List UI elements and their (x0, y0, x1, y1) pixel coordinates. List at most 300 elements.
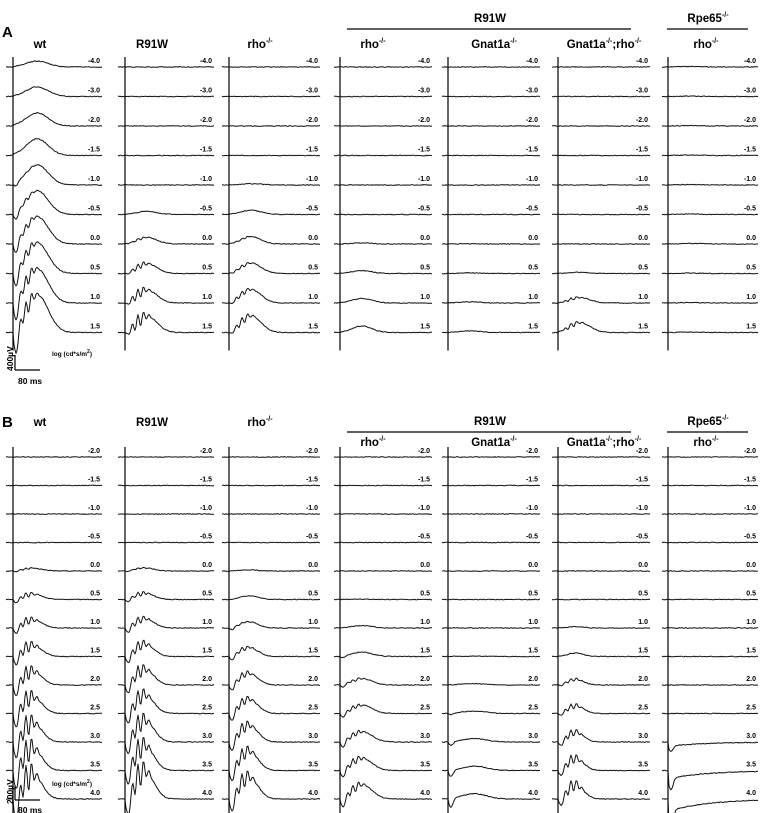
panel-b-trace-gnat1a (442, 683, 540, 685)
panel-b-group-r91w-label: R91W (474, 416, 506, 428)
panel-b-trace-r91w-rho (334, 782, 432, 807)
panel-b-level-label: -1.0 (525, 505, 538, 512)
panel-a-trace-rho (222, 314, 320, 333)
panel-a-level-label: -3.0 (635, 87, 648, 95)
panel-b-col-title-r91w-rho: rho-/- (360, 436, 386, 449)
panel-b-level-label: -2.0 (87, 448, 100, 455)
panel-a-level-label: -0.5 (635, 205, 648, 213)
panel-a-trace-r91w-rho (334, 270, 432, 274)
panel-b-scale-x-label: 80 ms (18, 805, 43, 813)
panel-a-col-title-rho: rho-/- (247, 38, 273, 51)
panel-a-trace-rpe65-rho (662, 96, 758, 97)
panel-a-level-label: -1.5 (87, 146, 100, 154)
panel-b-trace-r91w (118, 616, 214, 632)
panel-b-level-label: -0.5 (743, 533, 756, 541)
panel-a-level-label: -0.5 (199, 205, 212, 213)
panel-b-level-label: 3.5 (308, 761, 318, 769)
panel-b-level-label: 0.0 (528, 562, 538, 569)
panel-b-trace-gnat1a (442, 485, 540, 486)
panel-b-level-label: 1.5 (746, 647, 756, 655)
panel-b-trace-gnat1a (442, 628, 540, 629)
panel-b-trace-r91w-rho (334, 542, 432, 543)
panel-b-trace-r91w-rho (334, 704, 432, 717)
panel-b-level-label: 3.5 (90, 761, 100, 769)
panel-b-level-label: 1.0 (746, 619, 756, 626)
panel-a-level-label: -4.0 (199, 58, 212, 65)
panel-a-level-label: -3.0 (199, 87, 212, 95)
panel-a-trace-r91w (118, 237, 214, 244)
panel-a-trace-gnat1a-rho (552, 322, 650, 333)
panel-a-level-label: -2.0 (417, 117, 430, 124)
panel-a-level-label: -2.0 (87, 117, 100, 124)
panel-b-trace-gnat1a (442, 542, 540, 543)
panel-a-col-title-rpe65-rho: rho-/- (693, 38, 719, 51)
panel-a-trace-r91w-rho (334, 67, 432, 68)
panel-b-trace-r91w-rho (334, 730, 432, 747)
panel-a-trace-r91w-rho (334, 185, 432, 186)
panel-b-trace-gnat1a (442, 599, 540, 600)
panel-a-group-r91w-label: R91W (474, 13, 506, 25)
panel-b-level-label: 4.0 (308, 790, 318, 797)
panel-b-trace-rpe65-rho (662, 514, 758, 515)
panel-b-trace-gnat1a-rho (552, 514, 650, 515)
panel-b-trace-gnat1a (442, 793, 540, 807)
panel-b (2, 414, 758, 813)
panel-b-level-label: -1.0 (199, 505, 212, 512)
panel-b-trace-r91w-rho (334, 652, 432, 658)
panel-b-level-label: -2.0 (525, 448, 538, 455)
panel-b-trace-rho (222, 671, 320, 690)
panel-b-trace-rho (222, 542, 320, 543)
panel-a-trace-rho (222, 262, 320, 274)
panel-b-trace-wt (6, 567, 102, 572)
panel-a-level-label: -4.0 (417, 58, 430, 65)
panel-b-trace-r91w (118, 457, 214, 458)
panel-b-trace-r91w (118, 738, 214, 784)
panel-b-level-label: 0.0 (308, 562, 318, 569)
panel-b-trace-wt (6, 666, 102, 696)
panel-b-level-label: 2.0 (202, 676, 212, 683)
panel-b-trace-wt (6, 485, 102, 486)
panel-b-level-label: 0.0 (202, 562, 212, 569)
panel-a-letter: A (2, 24, 13, 41)
panel-a-level-label: -3.0 (743, 87, 756, 95)
panel-a-level-label: -1.5 (743, 146, 756, 154)
panel-b-trace-rho (222, 514, 320, 515)
panel-a-trace-gnat1a (442, 302, 540, 304)
panel-a-scale-x-label: 80 ms (18, 376, 43, 386)
panel-b-level-label: -1.5 (87, 476, 100, 484)
panel-b-trace-gnat1a-rho (552, 571, 650, 572)
panel-b-trace-gnat1a-rho (552, 626, 650, 628)
panel-a-trace-rpe65-rho (662, 214, 758, 215)
panel-b-trace-rpe65-rho (662, 485, 758, 486)
panel-b-level-label: -2.0 (199, 448, 212, 455)
panel-a-trace-rho (222, 183, 320, 185)
panel-a-level-label: -1.5 (305, 146, 318, 154)
panel-b-col-title-gnat1a: Gnat1a-/- (471, 436, 517, 449)
panel-a-trace-r91w-rho (334, 155, 432, 156)
panel-b-level-label: 1.0 (638, 619, 648, 626)
panel-a-trace-gnat1a-rho (552, 297, 650, 304)
panel-a-trace-gnat1a (442, 67, 540, 68)
panel-a-level-label: 1.0 (638, 294, 648, 301)
panel-a-level-label: 0.0 (202, 235, 212, 242)
panel-b-level-label: 1.5 (308, 647, 318, 655)
panel-a-trace-r91w (118, 155, 214, 156)
panel-b-trace-rho (222, 621, 320, 630)
panel-a-level-label: 1.0 (308, 294, 318, 301)
panel-a-level-label: -3.0 (87, 87, 100, 95)
panel-b-trace-gnat1a-rho (552, 781, 650, 806)
panel-b-level-label: -1.0 (417, 505, 430, 512)
panel-b-level-label: -0.5 (199, 533, 212, 541)
panel-a-trace-r91w (118, 96, 214, 97)
panel-b-level-label: 1.0 (420, 619, 430, 626)
panel-a-trace-rpe65-rho (662, 155, 758, 156)
panel-a-unit-label: $\log (cd*s/m^2)$ (52, 349, 92, 358)
panel-b-level-label: 3.0 (202, 733, 212, 740)
panel-a-trace-gnat1a (442, 214, 540, 215)
panel-a-trace-rho (222, 288, 320, 303)
panel-a-level-label: -1.0 (305, 176, 318, 183)
panel-a-trace-rho (222, 236, 320, 244)
panel-a-level-label: -1.0 (87, 176, 100, 183)
panel-a-level-label: 1.5 (202, 323, 212, 331)
panel-a-trace-rho (222, 67, 320, 68)
panel-a-col-title-r91w: R91W (136, 39, 168, 51)
panel-a-level-label: -4.0 (635, 58, 648, 65)
panel-a-trace-rpe65-rho (662, 125, 758, 126)
panel-b-level-label: 3.5 (638, 761, 648, 769)
panel-b-trace-r91w (118, 762, 214, 813)
panel-b-level-label: 1.0 (308, 619, 318, 626)
panel-b-level-label: -1.5 (743, 476, 756, 484)
panel-b-trace-gnat1a-rho (552, 678, 650, 686)
panel-b-level-label: 2.5 (746, 704, 756, 712)
panel-b-level-label: 3.0 (528, 733, 538, 740)
panel-b-trace-r91w (118, 713, 214, 753)
panel-b-trace-gnat1a (442, 766, 540, 777)
panel-b-trace-rho (222, 746, 320, 781)
panel-b-level-label: 3.5 (746, 761, 756, 769)
panel-b-level-label: -0.5 (87, 533, 100, 541)
panel-b-unit-label: $\log (cd*s/m^2)$ (52, 779, 92, 788)
panel-a-level-label: 0.5 (90, 264, 100, 272)
panel-b-level-label: -1.0 (305, 505, 318, 512)
panel-b-level-label: 4.0 (638, 790, 648, 797)
panel-b-trace-r91w (118, 542, 214, 543)
panel-b-level-label: -0.5 (635, 533, 648, 541)
panel-b-level-label: -1.5 (525, 476, 538, 484)
panel-b-level-label: 1.5 (420, 647, 430, 655)
panel-a-level-label: 0.5 (746, 264, 756, 272)
panel-b-trace-r91w-rho (334, 571, 432, 572)
panel-b-trace-gnat1a-rho (552, 485, 650, 486)
panel-a-trace-wt (6, 264, 102, 320)
panel-b-level-label: 2.5 (638, 704, 648, 712)
panel-b-level-label: -1.0 (743, 505, 756, 512)
panel-b-col-title-gnat1a-rho: Gnat1a-/-;rho-/- (566, 436, 642, 449)
panel-a-col-title-wt: wt (33, 39, 47, 51)
panel-b-trace-rpe65-rho (662, 599, 758, 600)
panel-a-col-title-r91w-rho: rho-/- (360, 38, 386, 51)
panel-a-trace-r91w (118, 313, 214, 335)
panel-b-level-label: 1.0 (528, 619, 538, 626)
panel-a-level-label: 1.0 (90, 294, 100, 301)
panel-b-trace-r91w (118, 665, 214, 693)
panel-b-trace-rho (222, 485, 320, 486)
panel-a (2, 12, 758, 386)
panel-a-level-label: 0.5 (202, 264, 212, 272)
panel-b-trace-gnat1a (442, 656, 540, 657)
panel-b-level-label: 2.5 (528, 704, 538, 712)
panel-a-level-label: 0.0 (638, 235, 648, 242)
panel-b-trace-wt (6, 592, 102, 602)
panel-b-trace-r91w (118, 640, 214, 662)
panel-a-level-label: -2.0 (635, 117, 648, 124)
panel-b-trace-gnat1a-rho (552, 730, 650, 746)
panel-a-level-label: 0.5 (308, 264, 318, 272)
panel-b-level-label: 1.0 (202, 619, 212, 626)
panel-b-trace-wt (6, 617, 102, 633)
panel-a-trace-r91w (118, 126, 214, 127)
panel-a-level-label: -4.0 (743, 58, 756, 65)
panel-a-col-title-gnat1a: Gnat1a-/- (471, 38, 517, 51)
panel-a-trace-rpe65-rho (662, 302, 758, 303)
panel-a-trace-rpe65-rho (662, 273, 758, 274)
panel-b-level-label: 4.0 (420, 790, 430, 797)
panel-b-level-label: 1.5 (202, 647, 212, 655)
panel-b-level-label: 2.5 (420, 704, 430, 712)
panel-a-level-label: 1.5 (308, 323, 318, 331)
panel-b-trace-gnat1a-rho (552, 653, 650, 657)
panel-b-level-label: -2.0 (305, 448, 318, 455)
panel-b-trace-rho (222, 721, 320, 751)
panel-a-level-label: -1.5 (199, 146, 212, 154)
panel-a-trace-wt (6, 216, 102, 253)
panel-b-trace-rho (222, 646, 320, 660)
panel-b-trace-rpe65-rho (662, 799, 758, 813)
panel-a-level-label: -3.0 (305, 87, 318, 95)
panel-b-level-label: 0.5 (90, 590, 100, 598)
panel-b-trace-r91w (118, 592, 214, 602)
panel-a-level-label: 1.5 (90, 323, 100, 331)
panel-a-level-label: -1.0 (525, 176, 538, 183)
panel-a-trace-r91w-rho (334, 243, 432, 245)
panel-b-level-label: 0.0 (420, 562, 430, 569)
panel-a-level-label: -2.0 (743, 117, 756, 124)
panel-a-level-label: -4.0 (87, 58, 100, 65)
panel-a-level-label: 1.5 (746, 323, 756, 331)
panel-a-level-label: -2.0 (525, 117, 538, 124)
panel-b-level-label: -1.0 (87, 505, 100, 512)
panel-b-level-label: 0.0 (638, 562, 648, 569)
panel-a-level-label: -1.0 (743, 176, 756, 183)
panel-a-trace-r91w (118, 185, 214, 186)
panel-a-trace-r91w-rho (334, 126, 432, 127)
panel-b-level-label: -0.5 (417, 533, 430, 541)
panel-a-trace-rpe65-rho (662, 184, 758, 185)
panel-a-trace-rho (222, 155, 320, 156)
panel-b-trace-rpe65-rho (662, 685, 758, 686)
panel-a-level-label: 0.5 (638, 264, 648, 272)
panel-b-trace-wt (6, 641, 102, 665)
panel-b-trace-gnat1a (442, 571, 540, 572)
panel-b-level-label: 3.0 (420, 733, 430, 740)
panel-b-level-label: 3.0 (746, 733, 756, 740)
panel-b-level-label: -1.5 (635, 476, 648, 484)
panel-b-level-label: 1.0 (90, 619, 100, 626)
panel-a-trace-gnat1a (442, 96, 540, 97)
panel-a-level-label: 1.5 (638, 323, 648, 331)
panel-b-trace-gnat1a-rho (552, 704, 650, 715)
panel-b-level-label: 4.0 (90, 790, 100, 797)
panel-a-level-label: -0.5 (87, 205, 100, 213)
panel-a-trace-r91w (118, 262, 214, 274)
panel-b-level-label: 0.5 (308, 590, 318, 598)
panel-b-trace-r91w-rho (334, 457, 432, 458)
panel-b-level-label: 2.5 (308, 704, 318, 712)
panel-b-trace-rpe65-rho (662, 770, 758, 790)
panel-b-level-label: -1.5 (305, 476, 318, 484)
panel-b-trace-r91w (118, 485, 214, 486)
panel-a-level-label: 1.0 (528, 294, 538, 301)
panel-b-level-label: -1.5 (417, 476, 430, 484)
panel-a-level-label: 0.0 (90, 235, 100, 242)
panel-b-trace-r91w (118, 689, 214, 723)
panel-b-trace-r91w-rho (334, 514, 432, 515)
panel-b-trace-wt (6, 691, 102, 727)
panel-a-trace-r91w-rho (334, 298, 432, 303)
panel-b-col-title-rho: rho-/- (247, 416, 273, 429)
panel-a-trace-rpe65-rho (662, 66, 758, 67)
panel-b-scale-y-label: 200µV (5, 779, 15, 804)
panel-b-trace-gnat1a-rho (552, 457, 650, 458)
panel-a-level-label: 1.5 (420, 323, 430, 331)
panel-a-trace-r91w-rho (334, 214, 432, 215)
panel-a-trace-r91w-rho (334, 323, 432, 333)
panel-a-level-label: -1.5 (635, 146, 648, 154)
panel-a-trace-gnat1a-rho (552, 272, 650, 274)
panel-b-level-label: 2.0 (420, 676, 430, 683)
panel-b-trace-rpe65-rho (662, 713, 758, 714)
panel-a-trace-rpe65-rho (662, 332, 758, 333)
panel-a-level-label: 0.0 (528, 235, 538, 242)
panel-b-level-label: 3.5 (420, 761, 430, 769)
panel-b-trace-rpe65-rho (662, 742, 758, 752)
panel-a-level-label: 0.0 (746, 235, 756, 242)
panel-b-traces (6, 447, 758, 813)
panel-a-level-label: -2.0 (305, 117, 318, 124)
panel-b-trace-wt (6, 457, 102, 458)
panel-a-level-label: 1.0 (202, 294, 212, 301)
panel-b-trace-wt (6, 715, 102, 758)
panel-b-level-label: -1.5 (199, 476, 212, 484)
panel-b-level-label: 2.5 (202, 704, 212, 712)
panel-b-trace-r91w (118, 567, 214, 571)
panel-b-trace-rho (222, 697, 320, 721)
panel-a-level-label: 1.0 (420, 294, 430, 301)
panel-a-group-rpe65-label: Rpe65-/- (687, 12, 729, 25)
panel-b-level-label: 1.5 (528, 647, 538, 655)
panel-b-level-label: 0.0 (90, 562, 100, 569)
panel-a-trace-wt (6, 293, 102, 353)
panel-a-level-label: -3.0 (417, 87, 430, 95)
panel-a-trace-rho (222, 126, 320, 127)
panel-b-trace-r91w-rho (334, 756, 432, 776)
panel-a-level-label: -3.0 (525, 87, 538, 95)
panel-b-level-label: 3.5 (528, 761, 538, 769)
panel-a-level-label: -1.5 (417, 146, 430, 154)
panel-a-traces (6, 57, 758, 353)
panel-a-trace-gnat1a (442, 243, 540, 244)
panel-a-level-label: 0.5 (528, 264, 538, 272)
panel-b-level-label: 1.5 (638, 647, 648, 655)
panel-a-level-label: 1.5 (528, 323, 538, 331)
panel-a-level-label: 0.0 (308, 235, 318, 242)
panel-b-trace-gnat1a-rho (552, 542, 650, 543)
panel-b-trace-rho (222, 457, 320, 458)
panel-a-trace-gnat1a (442, 331, 540, 333)
panel-a-trace-gnat1a (442, 273, 540, 274)
panel-a-trace-rho (222, 96, 320, 97)
panel-a-trace-r91w (118, 67, 214, 68)
panel-b-level-label: 0.5 (746, 590, 756, 598)
panel-a-level-label: 1.0 (746, 294, 756, 301)
panel-b-level-label: 0.5 (202, 590, 212, 598)
panel-b-trace-rho (222, 570, 320, 572)
panel-b-trace-rpe65-rho (662, 571, 758, 572)
panel-b-letter: B (2, 414, 13, 431)
panel-b-trace-rpe65-rho (662, 457, 758, 458)
panel-b-trace-r91w-rho (334, 485, 432, 486)
panel-a-trace-gnat1a-rho (552, 126, 650, 127)
panel-b-level-label: 1.5 (90, 647, 100, 655)
panel-a-trace-r91w (118, 287, 214, 304)
panel-b-level-label: 2.0 (746, 676, 756, 683)
panel-a-level-label: -0.5 (305, 205, 318, 213)
panel-a-scale-y-label: 400µV (5, 346, 15, 371)
panel-b-group-rpe65-label: Rpe65-/- (687, 415, 729, 428)
panel-b-level-label: 4.0 (528, 790, 538, 797)
panel-b-level-label: -1.0 (635, 505, 648, 512)
panel-b-trace-gnat1a (442, 711, 540, 715)
panel-b-level-label: -0.5 (525, 533, 538, 541)
panel-b-level-label: 0.0 (746, 562, 756, 569)
panel-a-trace-gnat1a-rho (552, 155, 650, 156)
panel-a-trace-r91w-rho (334, 96, 432, 97)
panel-a-level-label: -4.0 (525, 58, 538, 65)
panel-b-level-label: 3.0 (90, 733, 100, 740)
panel-b-trace-gnat1a (442, 514, 540, 515)
panel-b-level-label: -2.0 (635, 448, 648, 455)
panel-a-level-label: -1.5 (525, 146, 538, 154)
panel-b-trace-r91w (118, 514, 214, 515)
panel-a-trace-gnat1a (442, 155, 540, 156)
panel-b-level-label: 2.0 (638, 676, 648, 683)
panel-b-level-label: 0.5 (528, 590, 538, 598)
panel-b-level-label: -2.0 (743, 448, 756, 455)
panel-b-trace-rho (222, 596, 320, 600)
panel-a-level-label: -0.5 (525, 205, 538, 213)
panel-a-trace-gnat1a (442, 126, 540, 127)
panel-a-level-label: -1.0 (417, 176, 430, 183)
panel-a-trace-gnat1a-rho (552, 67, 650, 68)
panel-b-level-label: -0.5 (305, 533, 318, 541)
panel-b-level-label: 3.5 (202, 761, 212, 769)
panel-b-trace-wt (6, 514, 102, 515)
